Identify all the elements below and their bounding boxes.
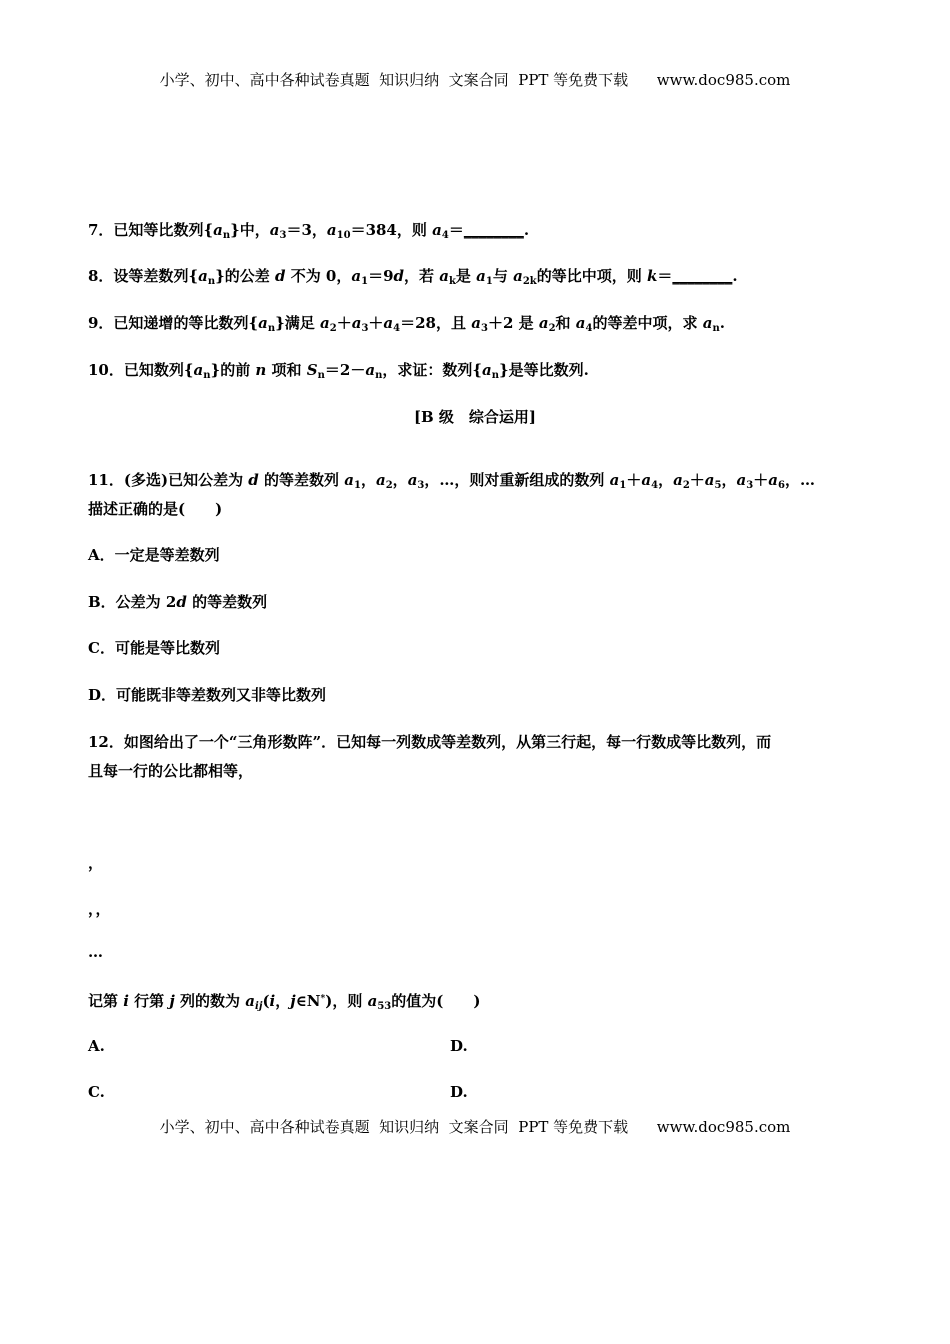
- question-10: 10．已知数列$\{a_n\}$的前 n 项和 $S_n=2-a_n$，求证：数列$\{a_n\}$是等比数列.: [88, 361, 589, 381]
- option-d-12-first[interactable]: D.: [450, 1037, 468, 1055]
- option-a[interactable]: A．一定是等差数列: [88, 546, 220, 564]
- question-9: 9．已知递增的等比数列$\{a_n\}$满足 $a_2+a_3+a_4=28$，且 $a_3+2$ 是 $a_2$和 $a_4$的等差中项，求 $a_n$.: [88, 314, 725, 334]
- option-c-12[interactable]: C.: [88, 1083, 105, 1101]
- triangle-row-2: ，: [88, 854, 104, 872]
- section-title: [B 级 综合运用]: [413, 408, 537, 426]
- option-d-12-second[interactable]: D.: [450, 1083, 468, 1101]
- option-c[interactable]: C．可能是等比数列: [88, 639, 220, 657]
- question-12-line2: 且每一行的公比都相等，: [88, 762, 254, 780]
- triangle-row-ellipsis: …: [88, 943, 103, 961]
- page-header: 小学、初中、高中各种试卷真题 知识归纳 文案合同 PPT 等免费下载 www.doc985.com: [159, 71, 791, 89]
- option-a-12[interactable]: A.: [88, 1037, 105, 1055]
- question-11-line2: 描述正确的是( ): [88, 500, 223, 518]
- answer-blank[interactable]: ________: [672, 267, 733, 285]
- page-footer: 小学、初中、高中各种试卷真题 知识归纳 文案合同 PPT 等免费下载 www.doc985.com: [159, 1118, 791, 1136]
- answer-blank[interactable]: ________: [463, 221, 524, 239]
- triangle-row-3: ，，: [88, 900, 111, 918]
- question-11: 11．(多选)已知公差为 d 的等差数列 $a_1$，$a_2$，$a_3$，…，则对重新组成的数列 $a_1+a_4$，$a_2+a_5$，$a_3+a_6$，…: [88, 471, 815, 491]
- option-d[interactable]: D．可能既非等差数列又非等比数列: [88, 686, 327, 704]
- question-8: 8．设等差数列$\{a_n\}$的公差 d 不为 0，$a_1=9d$，若 $a_k$是 $a_1$与 $a_{2k}$的等比中项，则 k＝________.: [88, 267, 738, 287]
- option-b[interactable]: B．公差为 2d 的等差数列: [88, 593, 268, 611]
- question-7: 7．已知等比数列$\{a_n\}$中，$a_3=3$，$a_{10}=384$，则 $a_4=\_\_\_\_\_\_\_\_$.: [88, 221, 530, 241]
- question-12-ask: 记第 i 行第 j 列的数为 $a_{ij}(i$，j∈N*)，则 $a_{53}$的值为( ): [88, 992, 481, 1012]
- question-12: 12．如图给出了一个“三角形数阵”．已知每一列数成等差数列，从第三行起，每一行数成等比数列，而: [88, 733, 772, 751]
